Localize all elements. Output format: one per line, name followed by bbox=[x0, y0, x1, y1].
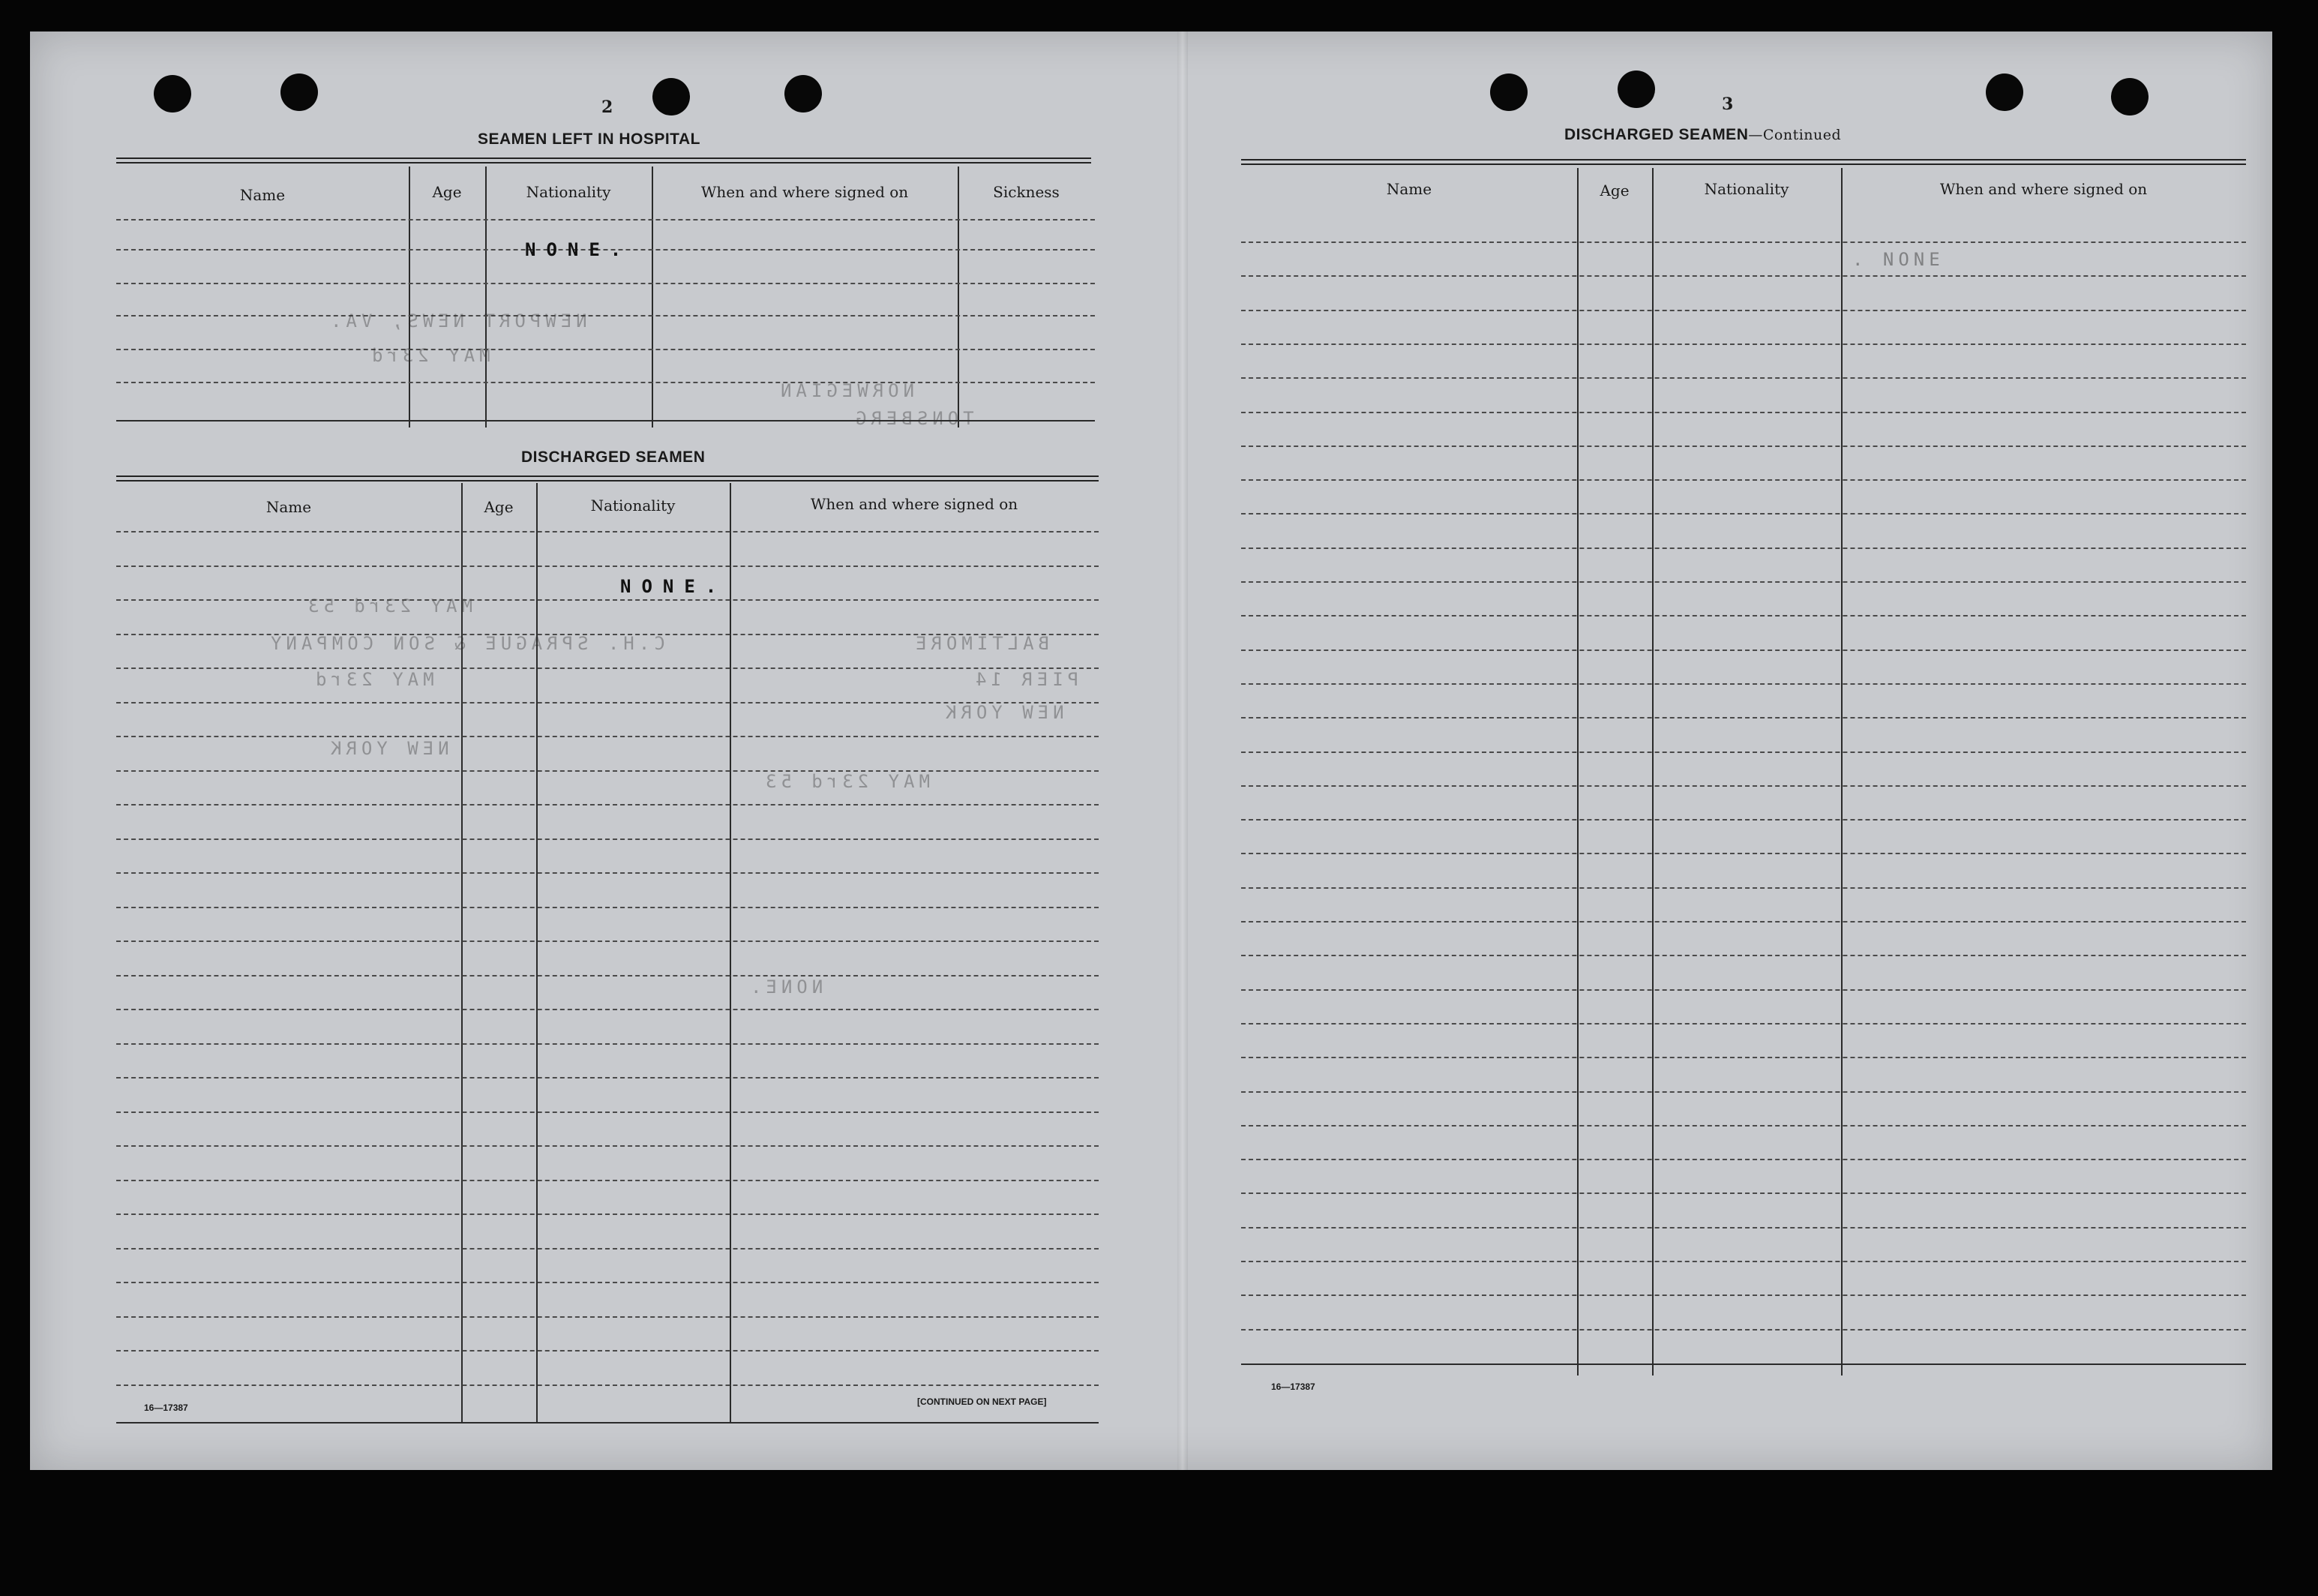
page-fold bbox=[1177, 32, 1188, 1470]
row-line bbox=[116, 1384, 1099, 1386]
row-line bbox=[116, 940, 1099, 942]
punch-hole bbox=[2111, 78, 2149, 116]
bleed-through-text: PIER 14 bbox=[971, 669, 1079, 690]
bleed-through-text: BALTIMORE bbox=[911, 633, 1050, 654]
row-line bbox=[1241, 581, 2246, 583]
row-line bbox=[1241, 1329, 2246, 1330]
row-line bbox=[1241, 1294, 2246, 1296]
document-sheet bbox=[30, 32, 2272, 1470]
row-line bbox=[116, 907, 1099, 908]
row-line bbox=[1241, 615, 2246, 616]
row-line bbox=[116, 770, 1099, 772]
column-divider bbox=[1841, 168, 1843, 1376]
punch-hole bbox=[652, 78, 690, 116]
column-divider bbox=[1577, 168, 1579, 1376]
row-line bbox=[1241, 1192, 2246, 1194]
row-line bbox=[116, 1214, 1099, 1215]
row-line bbox=[116, 382, 1095, 383]
bleed-through-text: NEW YORK bbox=[326, 738, 449, 759]
row-line bbox=[116, 1112, 1099, 1113]
row-line bbox=[116, 1043, 1099, 1045]
row-line bbox=[116, 668, 1099, 669]
bleed-through-text: TONSBERG bbox=[851, 408, 974, 429]
table-bottom-rule bbox=[1241, 1364, 2246, 1365]
row-line bbox=[116, 599, 1099, 601]
hospital-col-signed-on: When and where signed on bbox=[700, 183, 909, 201]
bleed-through-text: MAY 23rd bbox=[311, 669, 434, 690]
row-line bbox=[1241, 650, 2246, 651]
punch-hole bbox=[784, 75, 822, 112]
row-line bbox=[116, 838, 1099, 840]
row-line bbox=[1241, 377, 2246, 379]
bleed-through-text: MAY 23rd bbox=[367, 345, 490, 366]
row-line bbox=[116, 1350, 1099, 1352]
row-line bbox=[1241, 1227, 2246, 1228]
row-line bbox=[1241, 1023, 2246, 1024]
bleed-through-text: NEW YORK bbox=[941, 702, 1064, 723]
page-number-right: 3 bbox=[1722, 94, 1734, 114]
row-line bbox=[116, 531, 1099, 532]
bleed-through-text: NONE. bbox=[746, 976, 823, 998]
punch-hole bbox=[280, 74, 318, 111]
row-line bbox=[116, 1145, 1099, 1147]
discharged-top-rule bbox=[116, 476, 1099, 482]
hospital-col-sickness: Sickness bbox=[993, 183, 1060, 201]
row-line bbox=[116, 315, 1095, 316]
row-line bbox=[1241, 513, 2246, 514]
row-line bbox=[1241, 989, 2246, 991]
row-line bbox=[116, 702, 1099, 704]
discharged-col-signed-on: When and where signed on bbox=[810, 495, 1018, 513]
punch-hole bbox=[1490, 74, 1528, 111]
row-line bbox=[116, 1316, 1099, 1318]
row-line bbox=[1241, 344, 2246, 345]
row-line bbox=[1241, 242, 2246, 243]
right-section-title-main: DISCHARGED SEAMEN bbox=[1564, 126, 1749, 143]
punch-hole bbox=[1618, 70, 1655, 108]
row-line bbox=[116, 804, 1099, 806]
row-line bbox=[1241, 446, 2246, 447]
row-line bbox=[116, 1180, 1099, 1181]
row-line bbox=[116, 1248, 1099, 1250]
row-line bbox=[116, 1077, 1099, 1078]
discharged-table bbox=[116, 483, 1099, 1424]
punch-hole bbox=[154, 75, 191, 112]
right-col-nationality: Nationality bbox=[1704, 180, 1789, 198]
continued-note: [CONTINUED ON NEXT PAGE] bbox=[917, 1396, 1047, 1407]
row-line bbox=[1241, 853, 2246, 854]
row-line bbox=[1241, 785, 2246, 787]
row-line bbox=[1241, 1261, 2246, 1262]
discharged-col-age: Age bbox=[484, 498, 514, 516]
right-col-age: Age bbox=[1600, 182, 1630, 200]
column-divider bbox=[652, 166, 653, 428]
row-line bbox=[1241, 819, 2246, 820]
hospital-col-nationality: Nationality bbox=[526, 183, 611, 201]
row-line bbox=[116, 634, 1099, 635]
row-line bbox=[1241, 1159, 2246, 1160]
discharged-col-name: Name bbox=[265, 498, 312, 516]
row-line bbox=[1241, 1091, 2246, 1093]
right-section-title bbox=[1564, 126, 1841, 144]
hospital-typed-entry: NONE. bbox=[525, 239, 632, 260]
row-line bbox=[1241, 955, 2246, 956]
bleed-through-text: NEWPORT NEWS, VA. bbox=[326, 310, 587, 332]
column-divider bbox=[485, 166, 487, 428]
column-divider bbox=[409, 166, 410, 428]
row-line bbox=[116, 1009, 1099, 1010]
row-line bbox=[1241, 752, 2246, 753]
row-line bbox=[116, 349, 1095, 350]
right-col-signed-on: When and where signed on bbox=[1939, 180, 2148, 198]
row-line bbox=[116, 566, 1099, 567]
right-typed-entry: . NONE bbox=[1852, 249, 1945, 270]
discharged-section-title: DISCHARGED SEAMEN bbox=[521, 448, 706, 466]
page-number-left: 2 bbox=[601, 98, 613, 117]
discharged-col-nationality: Nationality bbox=[590, 496, 676, 514]
row-line bbox=[1241, 887, 2246, 889]
row-line bbox=[1241, 412, 2246, 413]
row-line bbox=[116, 872, 1099, 874]
hospital-top-rule bbox=[116, 158, 1091, 164]
row-line bbox=[116, 219, 1095, 220]
row-line bbox=[1241, 921, 2246, 922]
bleed-through-text: NORWEGIAN bbox=[776, 380, 915, 401]
column-divider bbox=[1652, 168, 1654, 1376]
right-col-name: Name bbox=[1386, 180, 1432, 198]
bleed-through-text: MAY 23rd 53 bbox=[761, 771, 930, 792]
row-line bbox=[1241, 548, 2246, 549]
row-line bbox=[116, 975, 1099, 976]
row-line bbox=[1241, 479, 2246, 481]
right-section-title-continued: —Continued bbox=[1748, 127, 1842, 143]
form-number-left: 16—17387 bbox=[144, 1402, 188, 1413]
hospital-col-age: Age bbox=[432, 183, 462, 201]
punch-hole bbox=[1986, 74, 2023, 111]
row-line bbox=[116, 736, 1099, 737]
row-line bbox=[1241, 717, 2246, 718]
row-line bbox=[1241, 310, 2246, 311]
form-number-right: 16—17387 bbox=[1271, 1382, 1315, 1392]
row-line bbox=[1241, 1125, 2246, 1126]
row-line bbox=[1241, 683, 2246, 685]
row-line bbox=[116, 1282, 1099, 1283]
bleed-through-text: MAY 23rd 53 bbox=[304, 596, 472, 616]
discharged-typed-entry: NONE. bbox=[620, 576, 727, 597]
bleed-through-text: C.H. SPRAGUE & SON COMPANY bbox=[266, 633, 665, 654]
row-line bbox=[1241, 1057, 2246, 1058]
hospital-table bbox=[116, 166, 1095, 428]
row-line bbox=[1241, 275, 2246, 277]
hospital-col-name: Name bbox=[239, 186, 286, 204]
table-bottom-rule bbox=[116, 1422, 1099, 1424]
hospital-section-title: SEAMEN LEFT IN HOSPITAL bbox=[478, 130, 700, 148]
right-top-rule bbox=[1241, 159, 2246, 165]
row-line bbox=[116, 283, 1095, 284]
column-divider bbox=[958, 166, 959, 428]
right-discharged-table bbox=[1241, 168, 2246, 1376]
